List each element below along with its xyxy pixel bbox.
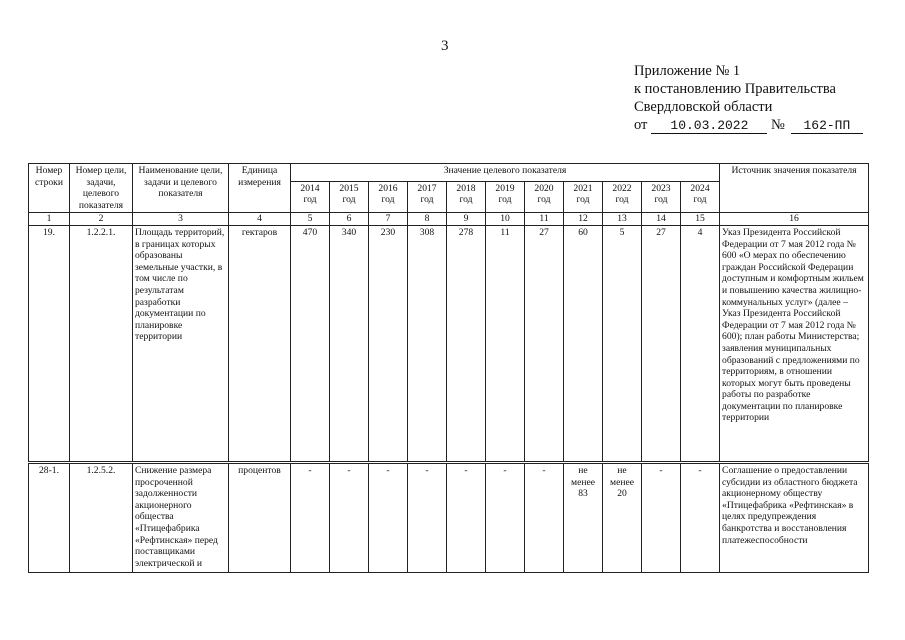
header-unit: Единица измерения [229,164,291,213]
year-value: - [369,463,408,572]
year-value: 308 [408,225,447,461]
resolution-date: 10.03.2022 [651,119,767,134]
column-number: 9 [447,213,486,226]
year-value: 5 [603,225,642,461]
annex-date-line [634,116,863,134]
column-number: 8 [408,213,447,226]
annex-line-resolution: к постановлению Правительства [634,81,836,97]
year-value: 340 [330,225,369,461]
header-year: 2019 год [486,181,525,213]
column-number: 1 [29,213,70,226]
header-value-group: Значение целевого показателя [291,164,720,182]
indicator-table [28,163,869,573]
column-number: 14 [642,213,681,226]
header-year: 2023 год [642,181,681,213]
column-number: 12 [564,213,603,226]
year-value: 60 [564,225,603,461]
year-value: - [525,463,564,572]
annex-header [634,62,863,134]
header-goal-num: Номер цели, задачи, целевого показателя [70,164,133,213]
year-value: 11 [486,225,525,461]
table-row [29,463,869,572]
indicator-source: Указ Президента Российской Федерации от 7 мая 2012 года № 600 «О мерах по обеспечению граждан Российской Федерации доступным и комфортным жильем и повышению качества жилищно-коммунальных услуг» (далее – Указ Президента Российской Федерации от 7 мая 2012 года № 600); план работы Министерства; заявления муниципальных образований с предложениями по территориям, в отношении которых могут быть проведены работы по разработке документации по планировке территории [720,225,869,461]
year-value: 470 [291,225,330,461]
column-number: 16 [720,213,869,226]
unit: гектаров [229,225,291,461]
unit: процентов [229,463,291,572]
year-value: не менее 20 [603,463,642,572]
year-value: 27 [642,225,681,461]
column-number: 15 [681,213,720,226]
column-number: 4 [229,213,291,226]
year-value: 230 [369,225,408,461]
annex-title: Приложение № 1 [634,63,741,79]
year-value: - [447,463,486,572]
year-value: 27 [525,225,564,461]
header-source: Источник значения показателя [720,164,869,213]
goal-number: 1.2.5.2. [70,463,133,572]
page-number: 3 [441,38,449,54]
table-row [29,225,869,461]
column-number: 13 [603,213,642,226]
year-value: - [330,463,369,572]
column-number: 6 [330,213,369,226]
year-value: - [291,463,330,572]
year-value: 278 [447,225,486,461]
number-prefix: № [771,117,785,133]
header-year: 2016 год [369,181,408,213]
goal-number: 1.2.2.1. [70,225,133,461]
year-value: 4 [681,225,720,461]
year-value: - [681,463,720,572]
column-number: 5 [291,213,330,226]
header-year: 2018 год [447,181,486,213]
header-year: 2020 год [525,181,564,213]
year-value: - [486,463,525,572]
header-year: 2024 год [681,181,720,213]
header-year: 2022 год [603,181,642,213]
year-value: - [642,463,681,572]
indicator-source: Соглашение о предоставлении субсидии из областного бюджета акционерному обществу «Птицефабрика «Рефтинская» в целях предупреждения банкротства и восстановления платежеспособности [720,463,869,572]
column-number: 3 [133,213,229,226]
date-prefix: от [634,117,648,133]
row-number: 28-1. [29,463,70,572]
header-name: Наименование цели, задачи и целевого показателя [133,164,229,213]
indicator-name: Площадь территорий, в границах которых образованы земельные участки, в том числе по результатам разработки документации по планировке территории [133,225,229,461]
header-year: 2014 год [291,181,330,213]
header-year: 2015 год [330,181,369,213]
indicator-name: Снижение размера просроченной задолженности акционерного общества «Птицефабрика «Рефтинская» перед поставщиками электрической и [133,463,229,572]
column-number: 11 [525,213,564,226]
year-value: - [408,463,447,572]
column-number: 10 [486,213,525,226]
resolution-number: 162-ПП [791,119,863,134]
column-number: 2 [70,213,133,226]
year-value: не менее 83 [564,463,603,572]
header-row [29,164,869,182]
column-numbers-row [29,213,869,226]
header-row-num: Номер строки [29,164,70,213]
annex-line-region: Свердловской области [634,99,773,115]
row-number: 19. [29,225,70,461]
header-year: 2021 год [564,181,603,213]
header-year: 2017 год [408,181,447,213]
column-number: 7 [369,213,408,226]
